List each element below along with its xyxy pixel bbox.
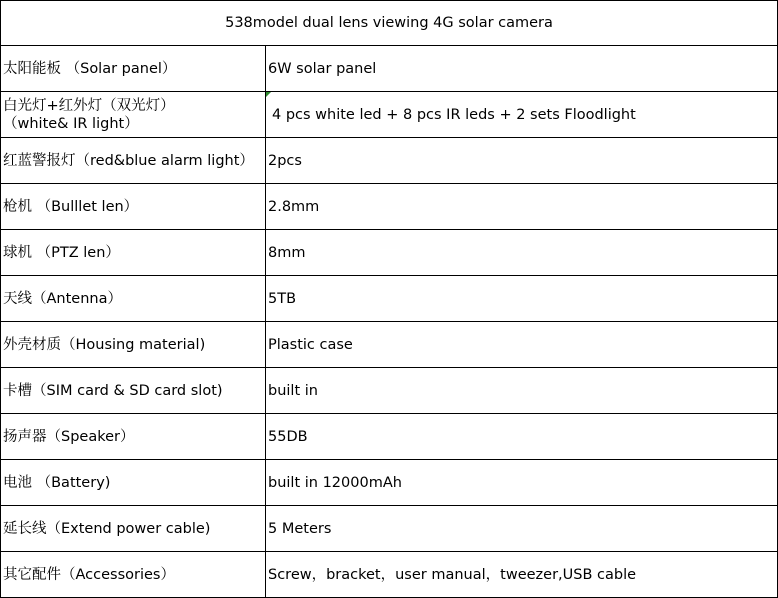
row-label: 天线（Antenna） <box>1 276 266 322</box>
table-row-ptz-len <box>1 230 778 276</box>
table-row-bullet-len <box>1 184 778 230</box>
row-label: 太阳能板 （Solar panel） <box>1 46 266 92</box>
row-value: built in 12000mAh <box>266 460 778 506</box>
row-label: 卡槽（SIM card & SD card slot) <box>1 368 266 414</box>
row-label-line: 白光灯+红外灯（双光灯） <box>3 97 175 114</box>
row-value: 5TB <box>266 276 778 322</box>
row-label: 球机 （PTZ len） <box>1 230 266 276</box>
table-row-speaker <box>1 414 778 460</box>
cell-comment-marker <box>266 92 271 97</box>
table-row-accessories <box>1 552 778 598</box>
table-row-light <box>1 92 778 138</box>
row-label: 外壳材质（Housing material) <box>1 322 266 368</box>
row-value: 5 Meters <box>266 506 778 552</box>
row-label: 延长线（Extend power cable) <box>1 506 266 552</box>
row-label: 枪机 （Bulllet len） <box>1 184 266 230</box>
table-row-card-slot <box>1 368 778 414</box>
row-value: built in <box>266 368 778 414</box>
row-label: 红蓝警报灯（red&blue alarm light） <box>1 138 266 184</box>
table-row-power-cable <box>1 506 778 552</box>
row-value: Plastic case <box>266 322 778 368</box>
row-value: Screw，bracket，user manual，tweezer,USB cable <box>266 552 778 598</box>
table-row-solar-panel <box>1 46 778 92</box>
row-value: 6W solar panel <box>266 46 778 92</box>
row-label: 其它配件（Accessories） <box>1 552 266 598</box>
title-row <box>1 1 778 46</box>
table-row-housing <box>1 322 778 368</box>
row-value: 2pcs <box>266 138 778 184</box>
table-row-alarm-light <box>1 138 778 184</box>
row-value: 2.8mm <box>266 184 778 230</box>
row-label: 扬声器（Speaker） <box>1 414 266 460</box>
row-value: 4 pcs white led + 8 pcs IR leds + 2 sets Floodlight <box>266 92 778 138</box>
table-row-antenna <box>1 276 778 322</box>
table-row-battery <box>1 460 778 506</box>
row-label-line: （white& IR light） <box>3 115 139 132</box>
row-label: 电池 （Battery) <box>1 460 266 506</box>
table-title: 538model dual lens viewing 4G solar camera <box>1 1 778 46</box>
row-label <box>1 92 266 138</box>
row-value: 8mm <box>266 230 778 276</box>
row-value: 55DB <box>266 414 778 460</box>
